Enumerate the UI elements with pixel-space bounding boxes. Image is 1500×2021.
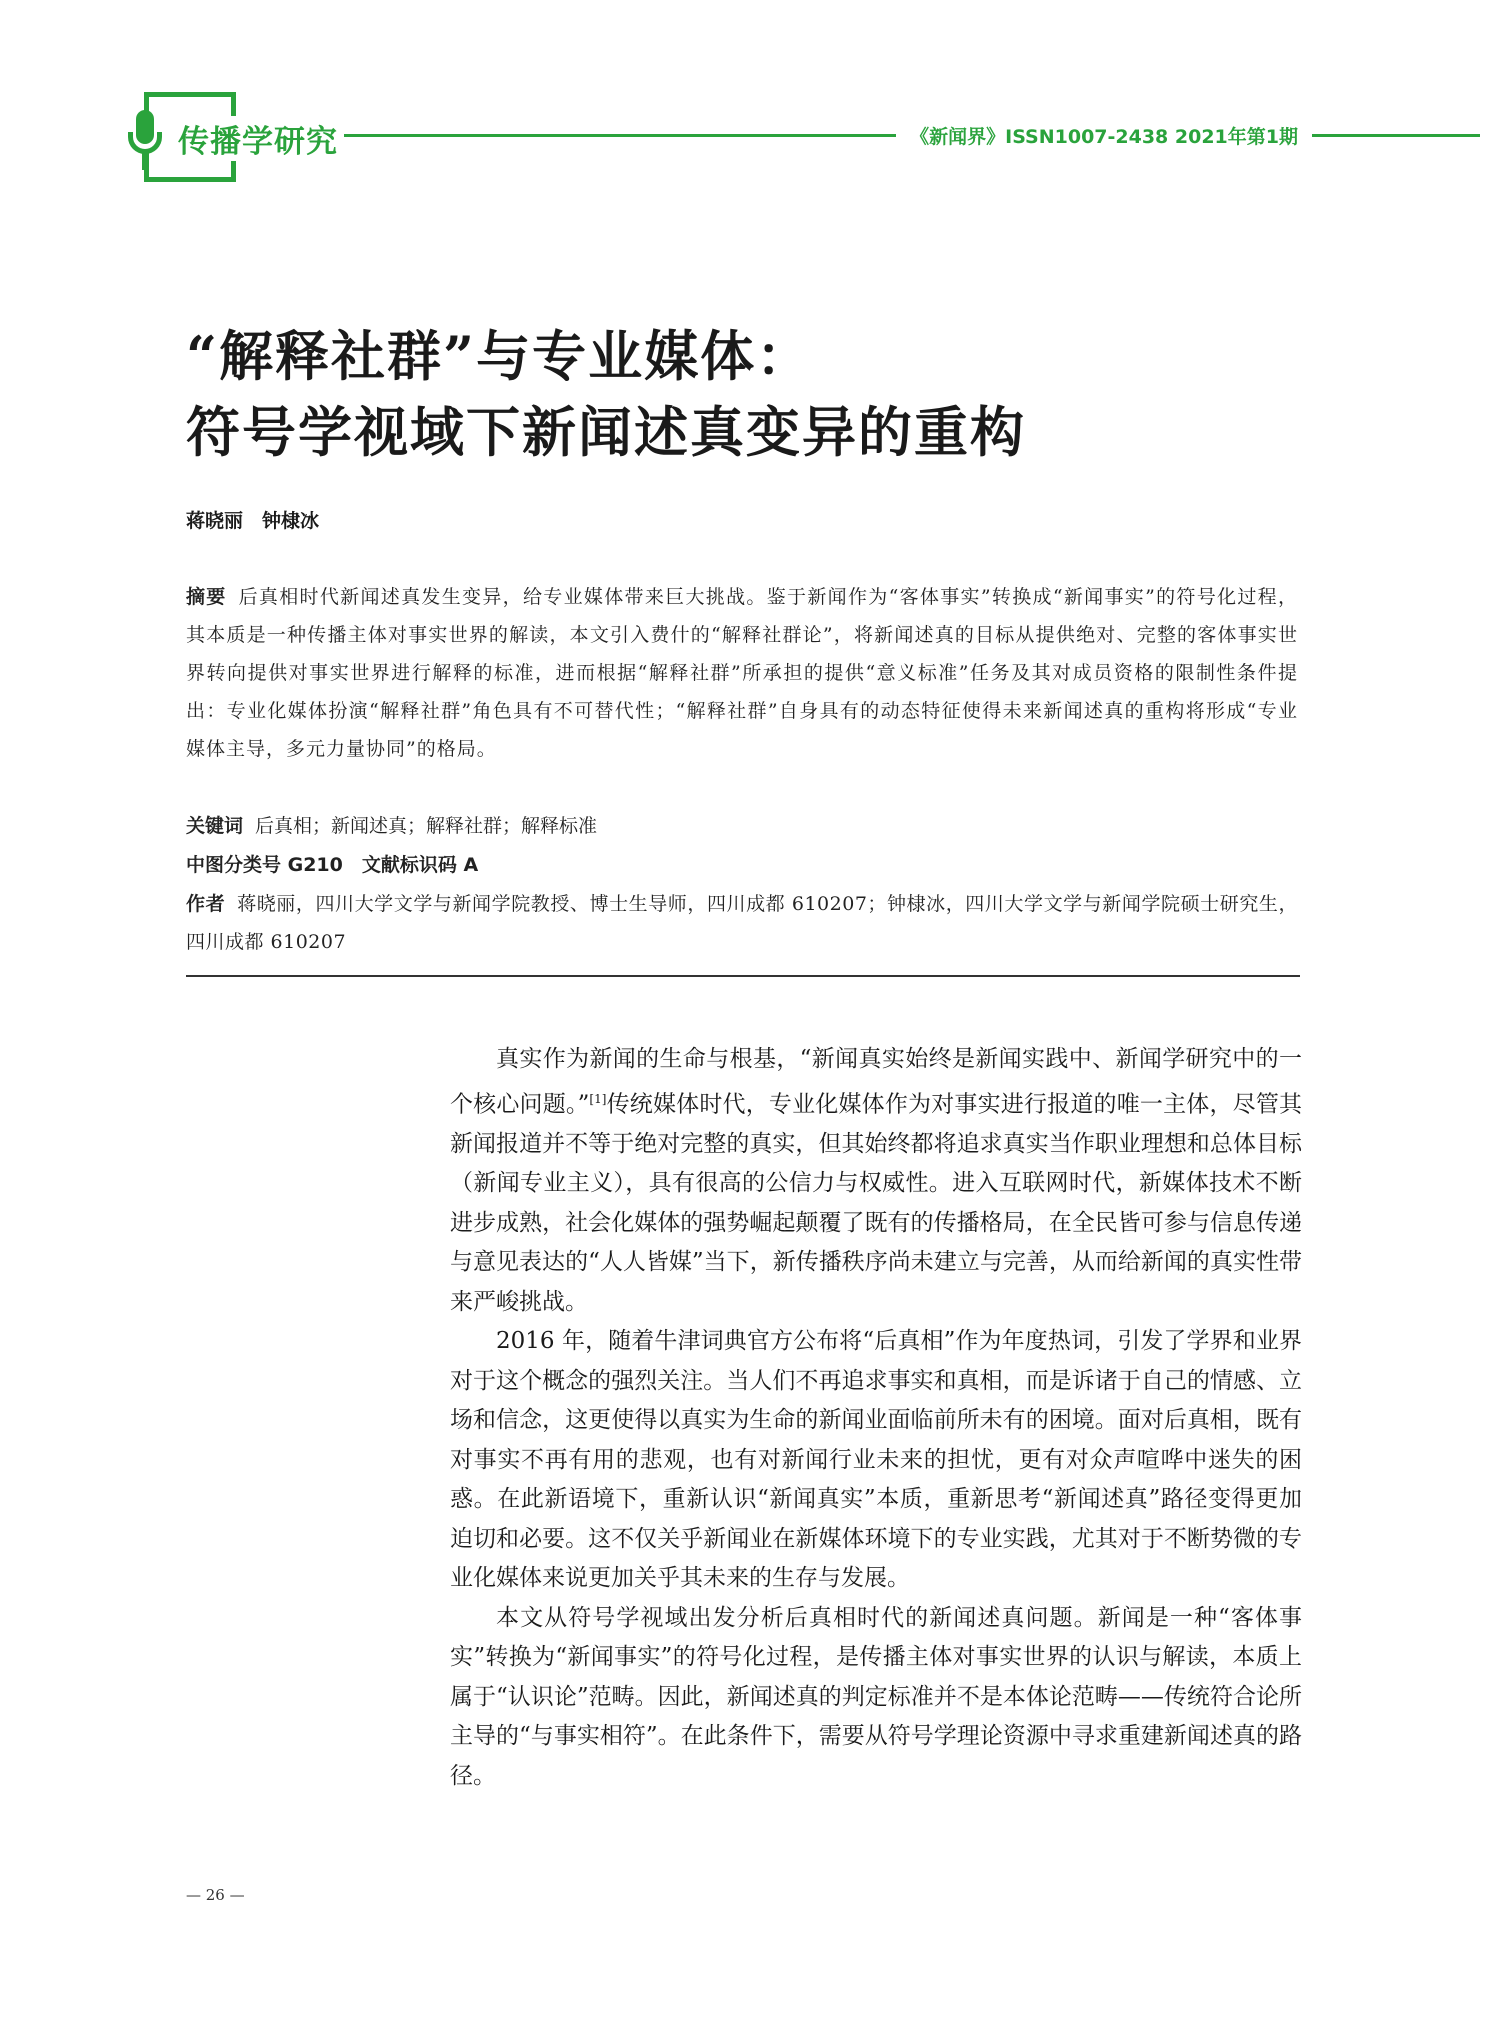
mic-stem [142,152,148,170]
article-body [450,1040,1302,1796]
author-bio-label: 作者 [186,893,226,915]
title-line-1: “解释社群”与专业媒体： [186,324,813,388]
abstract-divider [186,975,1300,977]
p1-before-ref: 真实作为新闻的生命与根基，“新闻真实始终是新闻实践中、新闻学研究中的一个核心问题。” [450,1046,1302,1118]
section-name: 传播学研究 [172,116,344,161]
body-paragraph-3: 本文从符号学视域出发分析后真相时代的新闻述真问题。新闻是一种“客体事实”转换为“新闻事实”的符号化过程，是传播主体对事实世界的认识与解读，本质上属于“认识论”范畴。因此，新闻述真的判定标准并不是本体论范畴——传统符合论所主导的“与事实相符”。在此条件下，需要从符号学理论资源中寻求重建新闻述真的路径。 [450,1604,1302,1789]
abstract-label: 摘要 [186,586,227,608]
authors: 蒋晓丽 钟棣冰 [186,510,320,532]
title-line-2: 符号学视域下新闻述真变异的重构 [186,400,1026,464]
p1-after-ref: 传统媒体时代，专业化媒体作为对事实进行报道的唯一主体，尽管其新闻报道并不等于绝对完整的真实，但其始终都将追求真实当作职业理想和总体目标（新闻专业主义），具有很高的公信力与权威性。进入互联网时代，新媒体技术不断进步成熟，社会化媒体的强势崛起颠覆了既有的传播格局，在全民皆可参与信息传递与意见表达的“人人皆媒”当下，新传播秩序尚未建立与完善，从而给新闻的真实性带来严峻挑战。 [450,1091,1303,1315]
abstract [186,578,1298,768]
abstract-text: 后真相时代新闻述真发生变异，给专业媒体带来巨大挑战。鉴于新闻作为“客体事实”转换成“新闻事实”的符号化过程，其本质是一种传播主体对事实世界的解读，本文引入费什的“解释社群论”，将新闻述真的目标从提供绝对、完整的客体事实世界转向提供对事实世界进行解释的标准，进而根据“解释社群”所承担的提供“意义标准”任务及其对成员资格的限制性条件提出：专业化媒体扮演“解释社群”角色具有不可替代性；“解释社群”自身具有的动态特征使得未来新闻述真的重构将形成“专业媒体主导，多元力量协同”的格局。 [186,586,1298,760]
article-title [186,318,1326,470]
author-bio [186,885,1298,961]
classification: 中图分类号 G210 文献标识码 A [186,854,479,876]
mic-body [136,110,154,144]
page-number: — 26 — [186,1886,245,1904]
keywords-label: 关键词 [186,815,244,837]
citation-ref-1: [1] [589,1091,607,1106]
keywords [186,807,1298,845]
keywords-text: 后真相；新闻述真；解释社群；解释标准 [255,815,598,837]
author-bio-text: 蒋晓丽，四川大学文学与新闻学院教授、博士生导师，四川成都 610207；钟棣冰，四川大学文学与新闻学院硕士研究生，四川成都 610207 [186,893,1298,953]
body-paragraph-2: 2016 年，随着牛津词典官方公布将“后真相”作为年度热词，引发了学界和业界对于这个概念的强烈关注。当人们不再追求事实和真相，而是诉诸于自己的情感、立场和信念，这更使得以真实为生命的新闻业面临前所未有的困境。面对后真相，既有对事实不再有用的悲观，也有对新闻行业未来的担忧，更有对众声喧哗中迷失的困惑。在此新语境下，重新认识“新闻真实”本质，重新思考“新闻述真”路径变得更加迫切和必要。这不仅关乎新闻业在新媒体环境下的专业实践，尤其对于不断势微的专业化媒体来说更加关乎其未来的生存与发展。 [450,1328,1302,1592]
journal-info: 《新闻界》ISSN1007-2438 2021年第1期 [896,122,1312,149]
body-paragraph-1 [450,1040,1302,1322]
